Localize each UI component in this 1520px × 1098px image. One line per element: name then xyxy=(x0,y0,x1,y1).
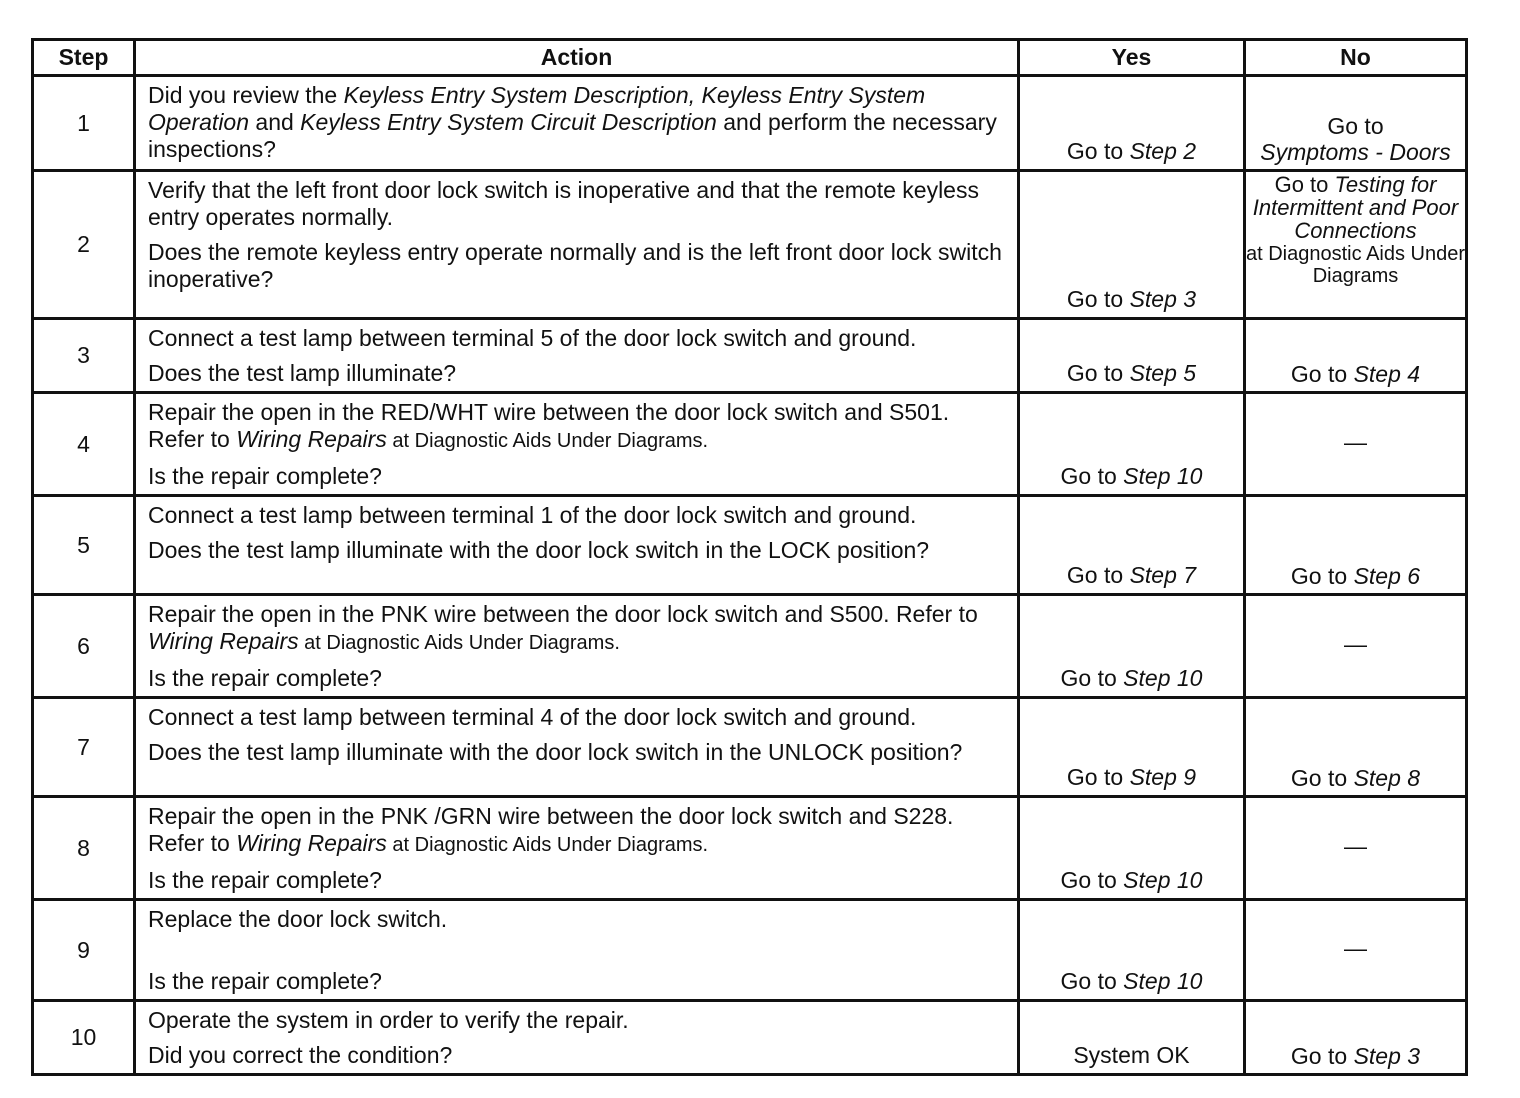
table-row xyxy=(33,393,1467,496)
action-text: Verify that the left front door lock switch is inoperative and that the remote keyless entry operates normally. xyxy=(148,177,979,230)
header-row xyxy=(33,40,1467,76)
table-row xyxy=(33,698,1467,797)
action-question: Does the test lamp illuminate? xyxy=(148,360,457,386)
table-row xyxy=(33,496,1467,595)
yes-cell: Go to Step 10 xyxy=(1019,797,1245,900)
table-row xyxy=(33,797,1467,900)
header-action: Action xyxy=(135,40,1019,76)
action-cell xyxy=(135,319,1019,393)
action-cell xyxy=(135,595,1019,698)
action-text: Repair the open in the RED/WHT wire between the door lock switch and S501. Refer to Wiring Repairs at Diagnostic Aids Under Diagrams. xyxy=(148,399,950,452)
step-number: 6 xyxy=(33,595,135,698)
yes-cell: Go to Step 3 xyxy=(1019,171,1245,319)
yes-cell: Go to Step 10 xyxy=(1019,393,1245,496)
action-text: Repair the open in the PNK /GRN wire between the door lock switch and S228. Refer to Wiring Repairs at Diagnostic Aids Under Diagrams. xyxy=(148,803,954,856)
step-number: 4 xyxy=(33,393,135,496)
action-cell xyxy=(135,900,1019,1001)
no-cell: — xyxy=(1245,900,1467,1001)
no-cell: Go to Testing for Intermittent and Poor Connections at Diagnostic Aids Under Diagrams xyxy=(1245,171,1467,319)
header-step: Step xyxy=(33,40,135,76)
step-number: 7 xyxy=(33,698,135,797)
action-cell xyxy=(135,171,1019,319)
action-text: Connect a test lamp between terminal 1 of the door lock switch and ground. xyxy=(148,502,917,528)
action-question: Is the repair complete? xyxy=(148,665,382,691)
action-question: Is the repair complete? xyxy=(148,968,382,994)
action-text: Repair the open in the PNK wire between the door lock switch and S500. Refer to Wiring Repairs at Diagnostic Aids Under Diagrams. xyxy=(148,601,978,654)
step-number: 3 xyxy=(33,319,135,393)
yes-cell: Go to Step 10 xyxy=(1019,900,1245,1001)
no-cell: — xyxy=(1245,393,1467,496)
action-cell xyxy=(135,496,1019,595)
no-cell: Go to Step 3 xyxy=(1245,1001,1467,1075)
table-row xyxy=(33,595,1467,698)
header-no: No xyxy=(1245,40,1467,76)
yes-cell: Go to Step 10 xyxy=(1019,595,1245,698)
action-question: Is the repair complete? xyxy=(148,867,382,893)
step-number: 5 xyxy=(33,496,135,595)
no-cell: Go to Step 4 xyxy=(1245,319,1467,393)
action-question: Did you correct the condition? xyxy=(148,1042,453,1068)
yes-cell: Go to Step 2 xyxy=(1019,76,1245,171)
table-row xyxy=(33,900,1467,1001)
yes-cell: Go to Step 7 xyxy=(1019,496,1245,595)
no-cell: — xyxy=(1245,595,1467,698)
step-number: 9 xyxy=(33,900,135,1001)
action-text: Did you review the Keyless Entry System Description, Keyless Entry System Operation and Keyless Entry System Circuit Description and perform the necessary inspections? xyxy=(148,82,997,162)
action-cell xyxy=(135,797,1019,900)
no-cell: — xyxy=(1245,797,1467,900)
diagnostic-table xyxy=(31,38,1468,1076)
action-text: Replace the door lock switch. xyxy=(148,906,448,932)
table-row xyxy=(33,319,1467,393)
table-row xyxy=(33,76,1467,171)
action-text: Connect a test lamp between terminal 4 of the door lock switch and ground. xyxy=(148,704,917,730)
yes-cell: System OK xyxy=(1019,1001,1245,1075)
no-cell: Go to Step 6 xyxy=(1245,496,1467,595)
step-number: 2 xyxy=(33,171,135,319)
action-question: Does the remote keyless entry operate normally and is the left front door lock switch inoperative? xyxy=(148,239,1002,292)
no-cell: Go to Step 8 xyxy=(1245,698,1467,797)
action-text: Connect a test lamp between terminal 5 of the door lock switch and ground. xyxy=(148,325,917,351)
action-cell xyxy=(135,698,1019,797)
action-text: Operate the system in order to verify the repair. xyxy=(148,1007,629,1033)
header-yes: Yes xyxy=(1019,40,1245,76)
step-number: 10 xyxy=(33,1001,135,1075)
step-number: 1 xyxy=(33,76,135,171)
action-cell xyxy=(135,393,1019,496)
action-question: Does the test lamp illuminate with the door lock switch in the UNLOCK position? xyxy=(148,739,963,765)
action-cell xyxy=(135,76,1019,171)
table-row xyxy=(33,171,1467,319)
no-cell: Go to Symptoms - Doors xyxy=(1245,76,1467,171)
yes-cell: Go to Step 9 xyxy=(1019,698,1245,797)
action-question: Is the repair complete? xyxy=(148,463,382,489)
yes-cell: Go to Step 5 xyxy=(1019,319,1245,393)
action-cell xyxy=(135,1001,1019,1075)
table-row xyxy=(33,1001,1467,1075)
action-question: Does the test lamp illuminate with the door lock switch in the LOCK position? xyxy=(148,537,930,563)
step-number: 8 xyxy=(33,797,135,900)
